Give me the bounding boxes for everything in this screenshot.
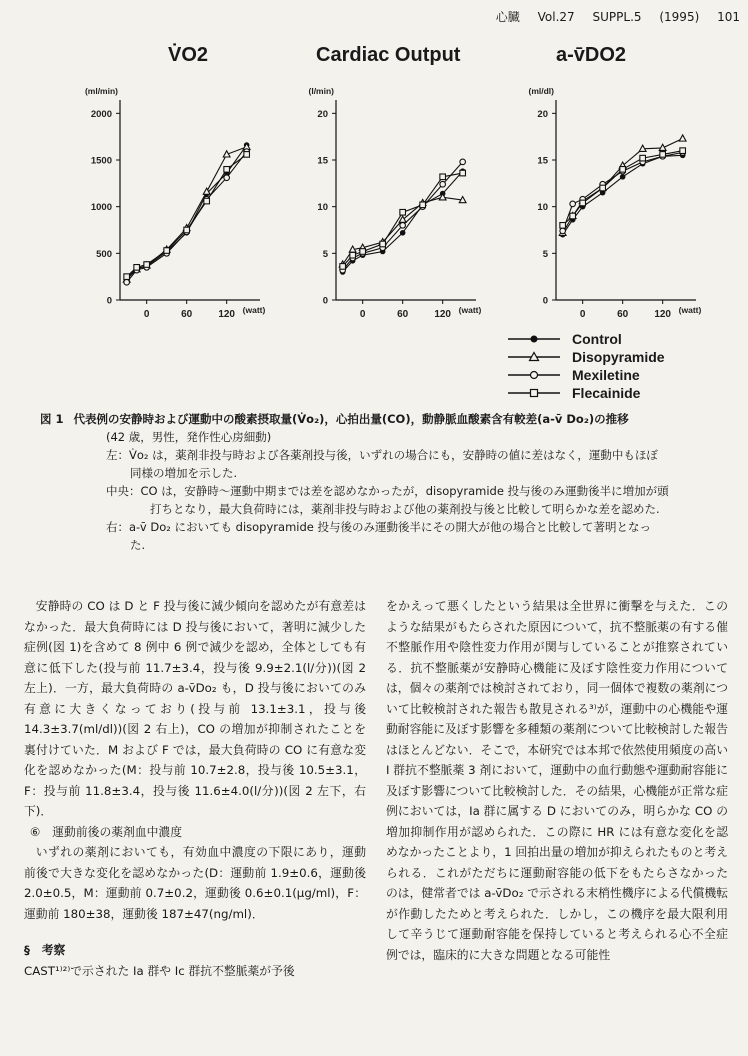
legend-marker-disopyramide [506, 350, 562, 364]
x-tick-label: 120 [654, 309, 672, 320]
caption-center-2: 打ちとなり，最大負荷時には，薬剤非投与時および他の薬剤投与後と比較して明らかな差を認めた. [150, 502, 660, 516]
legend-item-disopyramide [506, 348, 726, 366]
x-axis-label: (watt) [458, 305, 482, 315]
section-heading: § 考察 [24, 943, 66, 957]
caption-left-1: 左：V̇o₂ は，薬剤非投与時および各薬剤投与後，いずれの場合にも，安静時の値に差はなく，運動中もほぼ [106, 448, 658, 462]
caption-right-2: た. [130, 538, 146, 552]
y-tick-label: 5 [542, 248, 548, 260]
y-tick-label: 10 [317, 202, 328, 214]
caption-subtitle: (42 歳，男性，発作性心房細動) [106, 430, 272, 444]
data-point-mexiletine [570, 201, 576, 207]
body-paragraph: をかえって悪くしたという結果は全世界に衝撃を与えた．このような結果がもたらされた原因について，抗不整脈薬の有する催不整脈作用や陰性変力作用が関与していることが推察されている．抗不整脈薬が安静時心機能に及ぼす陰性変力作用については，個々の薬剤では検討されており，同一個体で複数の薬剤について比較検討された報告も散見される³⁾が，運動中の心機能や運動耐容能に及ぼす影響を多種類の薬剤について比較検討した報告はほとんどない．そこで，本研究では本邦で依然使用頻度の高い I 群抗不整脈薬 3 剤において，運動中の血行動態や運動耐容能に及ぼす影響について比較検討した．その結果，心機能が正常な症例においては，Ia 群に属する D においてのみ，明らかな CO の増加抑制作用が認められた．この際に HR には有意な変化を認めなかったことより，1 回拍出量の増加が抑えられたものと考えられる．これがただちに運動耐容能の低下をもたらさなかったのは，健常者では a-v̄Do₂ で示される末梢性機序による代償機転が作動したためと考えられた．しかし，この機序を最大限利用して辛うじて運動耐容能を保持していると考えられる心不全症例では，臨床的に大きな問題となる可能性 [386, 599, 728, 962]
data-point-flecainide [360, 249, 366, 255]
legend-marker-mexiletine [506, 368, 562, 382]
legend-label: Control [572, 331, 622, 347]
data-point-mexiletine [440, 181, 446, 187]
data-point-flecainide [680, 148, 686, 154]
y-tick-label: 0 [322, 295, 328, 307]
data-point-disopyramide [679, 135, 686, 141]
data-point-flecainide [184, 227, 190, 233]
page-number: 101 [717, 10, 740, 24]
data-point-flecainide [380, 241, 386, 247]
x-tick-label: 120 [218, 309, 236, 320]
caption-left-2: 同様の増加を示した. [130, 466, 238, 480]
journal-suppl: SUPPL.5 [592, 10, 642, 24]
legend-item-flecainide [506, 384, 726, 402]
y-axis-label: (l/min) [308, 86, 334, 96]
avdo2-chart [496, 82, 726, 322]
data-point-flecainide [580, 200, 586, 206]
legend-label: Flecainide [572, 385, 641, 401]
caption-title: 代表例の安静時および運動中の酸素摂取量(V̇o₂)，心拍出量(CO)，動静脈血酸素含有較差(a-v̄ Do₂)の推移 [73, 412, 629, 426]
body-left-column [24, 596, 366, 981]
y-tick-label: 20 [537, 108, 548, 120]
data-point-control [400, 230, 406, 236]
data-point-flecainide [420, 202, 426, 208]
y-tick-label: 5 [322, 248, 328, 260]
y-tick-label: 2000 [90, 108, 112, 120]
y-tick-label: 0 [106, 295, 112, 307]
vo2-chart [60, 82, 290, 322]
data-point-flecainide [640, 155, 646, 161]
data-point-mexiletine [400, 223, 406, 229]
chart-legend [506, 330, 726, 402]
body-paragraph: CAST¹⁾²⁾で示された Ia 群や Ic 群抗不整脈薬が予後 [24, 963, 295, 978]
y-tick-label: 1000 [90, 202, 112, 214]
chart-title-vo2: V̇O2 [168, 44, 209, 66]
legend-item-control [506, 330, 726, 348]
data-point-flecainide [660, 152, 666, 158]
body-paragraph: 安静時の CO は D と F 投与後に減少傾向を認めたが有意差はなかった．最大負荷時には D 投与後において，著明に減少した症例(図 1)を含めて 8 例中 6 例で減少を認め，全体としても有意に低下した(投与前 11.7±3.4，投与後 9.9±2.1(l/分))(図 2 左上)．一方，最大負荷時の a-v̄Do₂ も，D 投与後においてのみ有意に大きくなっており(投与前 13.1±3.1，投与後 14.3±3.7(ml/dl))(図 2 右上)，CO の増加が抑制されたことを裏付けていた．M および F では，最大負荷時の CO に有意な変化を認めなかった(M：投与前 10.7±2.8，投与後 10.5±3.1，F：投与前 11.8±3.4，投与後 11.6±4.0(l/分))(図 2 左下，右下)． [24, 599, 366, 818]
data-point-mexiletine [224, 175, 230, 181]
data-point-mexiletine [560, 228, 566, 234]
x-tick-label: 60 [397, 309, 409, 320]
chart-title-cardiac-output: Cardiac Output [316, 44, 461, 66]
data-point-flecainide [460, 170, 466, 176]
data-point-flecainide [244, 152, 250, 158]
y-axis-label: (ml/dl) [528, 86, 554, 96]
x-tick-label: 0 [143, 309, 150, 320]
y-tick-label: 500 [96, 248, 112, 260]
y-tick-label: 15 [317, 155, 328, 167]
data-point-flecainide [340, 264, 346, 270]
caption-center-1: 中央：CO は，安静時〜運動中期までは差を認めなかったが，disopyramide 投与後のみ運動後半に増加が頭 [106, 484, 669, 498]
legend-marker-control [506, 332, 562, 346]
data-point-flecainide [440, 174, 446, 180]
section-subheading: ⑥ 運動前後の薬剤血中濃度 [29, 824, 183, 839]
body-paragraph: いずれの薬剤においても，有効血中濃度の下限にあり，運動前後で大きな変化を認めなかった(D：運動前 1.9±0.6，運動後 2.0±0.5，M：運動前 0.7±0.2，運動後 0.6±0.1(μg/ml)，F：運動前 180±38，運動後 187±47(ng/ml)． [24, 845, 366, 921]
data-point-flecainide [224, 167, 230, 173]
y-tick-label: 15 [537, 155, 548, 167]
x-tick-label: 0 [579, 309, 586, 320]
legend-item-mexiletine [506, 366, 726, 384]
data-point-flecainide [144, 262, 150, 268]
figure-caption [40, 410, 730, 554]
legend-marker-flecainide [506, 386, 562, 400]
cardiac-output-chart [276, 82, 506, 322]
page-header [0, 8, 740, 25]
data-point-flecainide [620, 167, 626, 173]
data-point-flecainide [570, 213, 576, 219]
data-point-flecainide [350, 252, 356, 258]
data-point-control [620, 174, 626, 180]
y-tick-label: 0 [542, 295, 548, 307]
journal-volume: Vol.27 [537, 10, 575, 24]
x-tick-label: 60 [617, 309, 629, 320]
legend-label: Mexiletine [572, 367, 640, 383]
x-axis-label: (watt) [678, 305, 702, 315]
body-right-column [386, 596, 728, 965]
caption-right-1: 右：a-v̄ Do₂ においても disopyramide 投与後のみ運動後半にその開大が他の場合と比較して著明となっ [106, 520, 651, 534]
data-point-flecainide [560, 223, 566, 229]
data-point-flecainide [400, 209, 406, 215]
data-point-mexiletine [460, 159, 466, 165]
figure-label: 図 1 [40, 412, 64, 426]
legend-label: Disopyramide [572, 349, 665, 365]
x-tick-label: 120 [434, 309, 452, 320]
data-point-flecainide [134, 265, 140, 271]
x-axis-label: (watt) [242, 305, 266, 315]
chart-title-avdo2: a-v̄DO2 [556, 44, 627, 66]
data-point-mexiletine [124, 279, 130, 285]
data-point-flecainide [124, 274, 130, 280]
y-tick-label: 10 [537, 202, 548, 214]
caption-title-line [40, 410, 730, 428]
data-point-flecainide [204, 198, 210, 204]
data-point-flecainide [164, 248, 170, 254]
y-tick-label: 20 [317, 108, 328, 120]
data-point-flecainide [600, 185, 606, 191]
journal-name: 心臓 [495, 10, 520, 24]
x-tick-label: 0 [359, 309, 366, 320]
x-tick-label: 60 [181, 309, 193, 320]
journal-year: (1995) [659, 10, 700, 24]
series-line-control [127, 145, 247, 278]
y-tick-label: 1500 [90, 155, 112, 167]
y-axis-label: (ml/min) [84, 86, 118, 96]
